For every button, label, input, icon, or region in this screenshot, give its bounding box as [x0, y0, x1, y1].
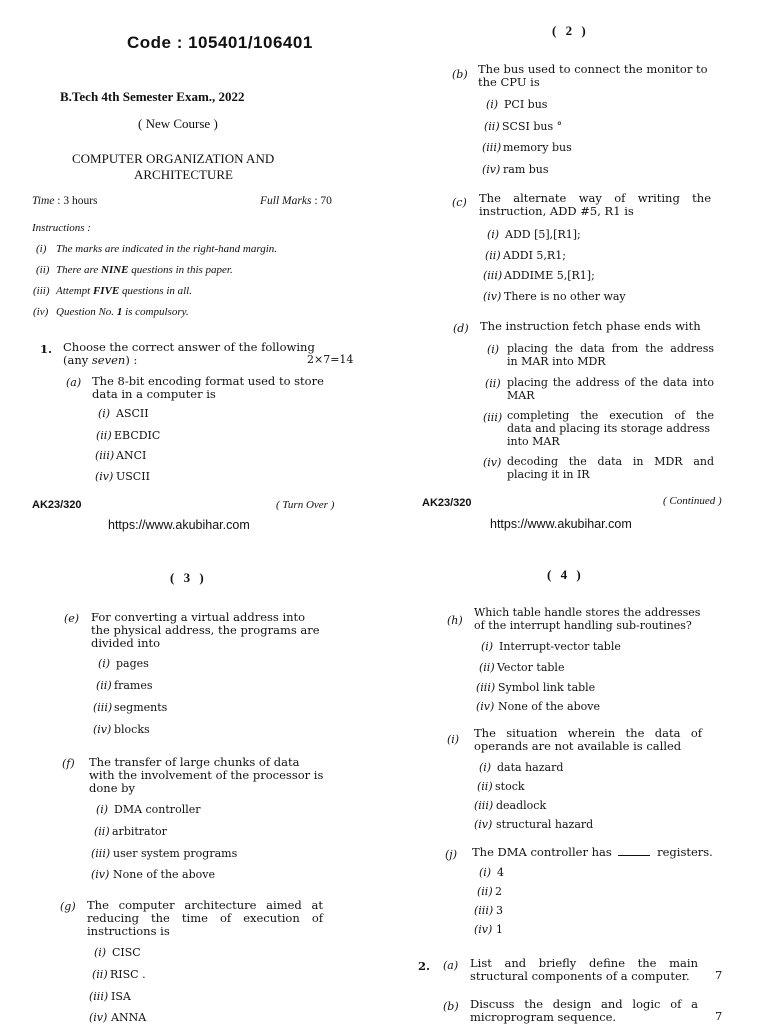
option-number: (iv) [91, 868, 110, 881]
question-text [472, 846, 713, 859]
stem-text: ) : [125, 353, 138, 367]
option-text: completing the execution of the [507, 409, 714, 422]
instruction-emphasis: FIVE [92, 285, 120, 297]
option-number: (iii) [95, 449, 115, 462]
option-item [93, 701, 167, 714]
question-label: (a) [443, 959, 459, 972]
question-text: The bus used to connect the monitor to [478, 62, 708, 76]
option-text: ADDI 5,R1; [503, 249, 566, 262]
option-text: ASCII [116, 407, 149, 420]
option-text: 2 [495, 885, 502, 898]
option-item [483, 269, 595, 282]
option-text: blocks [114, 723, 150, 736]
option-text: placing it in IR [507, 468, 590, 481]
question-label: (j) [445, 848, 457, 861]
option-item [483, 411, 501, 424]
option-item [94, 946, 141, 959]
option-text: structural hazard [496, 818, 594, 831]
instruction-number: (iii) [33, 285, 50, 297]
option-text: 4 [497, 866, 504, 879]
option-item [92, 968, 146, 981]
option-number: (i) [486, 98, 499, 111]
option-item [96, 803, 201, 816]
instruction-text: There are [56, 264, 102, 276]
time-value: : 3 hours [57, 195, 98, 207]
option-item [484, 120, 562, 133]
option-item [479, 866, 504, 879]
option-number: (ii) [94, 825, 110, 838]
option-item [474, 818, 593, 831]
option-text: 3 [496, 904, 503, 917]
subject-line-2: ARCHITECTURE [134, 167, 233, 182]
option-text: pages [116, 657, 149, 670]
question-text: done by [89, 781, 136, 795]
option-item [89, 1011, 146, 1024]
question-number: 1. [40, 342, 53, 356]
instruction-number: (ii) [36, 264, 50, 276]
option-text: placing the address of the data into [507, 376, 714, 389]
continued-label: ( Continued ) [663, 495, 722, 507]
question-label: (c) [452, 196, 467, 209]
instruction-text: Question No. [56, 306, 117, 318]
option-text: data and placing its storage address [507, 422, 711, 435]
instruction-text: The marks are indicated in the right-hand margin. [56, 243, 277, 255]
option-number: (iv) [95, 470, 114, 483]
option-item [91, 847, 237, 860]
option-number: (i) [481, 640, 494, 653]
full-marks [260, 195, 332, 207]
page-number: ( 4 ) [547, 567, 584, 582]
instruction-item [36, 264, 233, 276]
option-text: deadlock [496, 799, 547, 812]
stem-text: (any [63, 353, 92, 367]
option-item [483, 290, 626, 303]
option-number: (iv) [474, 923, 493, 936]
option-item [477, 885, 502, 898]
question-text: For converting a virtual address into [91, 610, 306, 624]
option-text: ANCI [116, 449, 147, 462]
option-item [474, 799, 546, 812]
question-text: divided into [91, 636, 161, 650]
question-label: (i) [447, 733, 460, 746]
question-1-marks: 2×7=14 [307, 353, 354, 366]
option-item [474, 923, 503, 936]
option-number: (i) [96, 803, 109, 816]
question-text-part: The DMA controller has [472, 845, 612, 859]
option-text: DMA controller [114, 803, 201, 816]
option-number: (ii) [479, 661, 495, 674]
option-item [487, 228, 581, 241]
option-text: 1 [496, 923, 503, 936]
question-text: the CPU is [478, 75, 540, 89]
option-item [483, 456, 501, 469]
question-text: The instruction fetch phase ends with [480, 319, 701, 333]
option-item [486, 98, 547, 111]
option-number: (iv) [474, 818, 493, 831]
option-number: (ii) [485, 249, 501, 262]
instruction-text: questions in this paper. [128, 264, 233, 276]
time-label: Time [32, 195, 55, 207]
question-text-part: registers. [657, 845, 713, 859]
page-number: ( 2 ) [552, 23, 589, 38]
option-number: (i) [479, 761, 492, 774]
option-number: (iii) [93, 701, 113, 714]
option-item [95, 449, 146, 462]
option-text: segments [114, 701, 168, 714]
option-text: placing the data from the address [507, 342, 714, 355]
question-text: The alternate way of writing the [479, 191, 711, 205]
option-item [98, 407, 149, 420]
question-label: (b) [452, 68, 468, 81]
exam-code: Code : 105401/106401 [127, 33, 313, 52]
option-number: (ii) [92, 968, 108, 981]
question-text: List and briefly define the main [470, 956, 698, 970]
question-label: (a) [66, 376, 82, 389]
question-label: (g) [60, 900, 76, 913]
question-text: instructions is [87, 924, 170, 938]
option-text: ADD [5],[R1]; [505, 228, 581, 241]
option-text: ISA [111, 990, 131, 1003]
blank-line [618, 855, 650, 856]
option-number: (ii) [96, 429, 112, 442]
question-text: operands are not available is called [474, 739, 682, 753]
option-number: (iv) [483, 456, 502, 469]
option-text: There is no other way [504, 290, 626, 303]
time-allowed [32, 195, 98, 207]
option-item [98, 657, 149, 670]
question-marks: 7 [715, 968, 723, 982]
instruction-number: (iv) [33, 306, 49, 318]
option-text: into MAR [507, 435, 560, 448]
option-item [94, 825, 167, 838]
exam-title: B.Tech 4th Semester Exam., 2022 [60, 89, 245, 104]
option-item [96, 679, 152, 692]
option-number: (iii) [474, 799, 494, 812]
option-item [476, 681, 595, 694]
question-text: The situation wherein the data of [474, 726, 702, 740]
option-number: (iii) [89, 990, 109, 1003]
question-text: Which table handle stores the addresses [474, 606, 701, 619]
option-item [487, 343, 505, 356]
option-number: (i) [487, 343, 500, 356]
option-text: ADDIME 5,[R1]; [504, 269, 595, 282]
option-item [96, 429, 160, 442]
option-number: (ii) [484, 120, 500, 133]
question-marks: 7 [715, 1009, 723, 1023]
question-text: structural components of a computer. [470, 969, 690, 983]
question-number: 2. [418, 959, 431, 973]
question-label: (h) [447, 614, 463, 627]
option-item [479, 761, 563, 774]
option-text: Interrupt-vector table [499, 640, 621, 653]
stem-emphasis: seven [91, 353, 126, 367]
option-number: (iii) [476, 681, 496, 694]
option-number: (ii) [477, 780, 493, 793]
option-number: (iv) [482, 163, 501, 176]
option-text: MAR [507, 389, 535, 402]
option-item [482, 163, 549, 176]
option-text: in MAR into MDR [507, 355, 606, 368]
instructions-heading: Instructions : [32, 222, 91, 234]
option-text: decoding the data in MDR and [507, 455, 714, 468]
option-item [93, 723, 150, 736]
option-item [485, 249, 566, 262]
option-text: user system programs [113, 847, 238, 860]
option-text: EBCDIC [114, 429, 161, 442]
instruction-item [36, 243, 277, 255]
instruction-item [33, 285, 192, 297]
question-text: of the interrupt handling sub-routines? [474, 619, 692, 632]
question-1-stem-line-2 [63, 354, 137, 367]
question-text: data in a computer is [92, 387, 216, 401]
question-text: with the involvement of the processor is [89, 768, 324, 782]
question-label: (f) [62, 757, 75, 770]
website-url[interactable]: https://www.akubihar.com [108, 518, 250, 532]
option-item [481, 640, 621, 653]
question-text: The computer architecture aimed at [87, 898, 323, 912]
option-item [89, 990, 131, 1003]
option-text: RISC . [110, 968, 146, 981]
option-text: memory bus [503, 141, 572, 154]
option-text: USCII [116, 470, 150, 483]
question-1-stem-line-1: Choose the correct answer of the following [63, 340, 315, 354]
option-text: ANNA [111, 1011, 147, 1024]
option-text: Symbol link table [498, 681, 596, 694]
option-item [482, 141, 572, 154]
option-number: (iii) [91, 847, 111, 860]
question-label: (b) [443, 1000, 459, 1013]
instruction-text: questions in all. [119, 285, 192, 297]
option-text: CISC [112, 946, 141, 959]
instruction-text: Attempt [56, 285, 93, 297]
option-text: Vector table [497, 661, 565, 674]
option-item [476, 700, 600, 713]
paper-code: AK23/320 [422, 497, 472, 509]
option-number: (ii) [485, 377, 501, 390]
website-url[interactable]: https://www.akubihar.com [490, 517, 632, 531]
option-number: (i) [98, 407, 111, 420]
turn-over: ( Turn Over ) [276, 499, 335, 511]
question-text: microprogram sequence. [470, 1010, 617, 1024]
option-text: frames [114, 679, 153, 692]
question-text: instruction, ADD #5, R1 is [479, 204, 634, 218]
option-text: arbitrator [112, 825, 167, 838]
marks-label: Full Marks [260, 195, 312, 207]
option-number: (i) [487, 228, 500, 241]
option-number: (i) [94, 946, 107, 959]
option-number: (iii) [474, 904, 494, 917]
option-item [474, 904, 503, 917]
option-number: (i) [479, 866, 492, 879]
option-item [485, 377, 503, 390]
question-text: the physical address, the programs are [91, 623, 320, 637]
option-number: (ii) [477, 885, 493, 898]
question-text: reducing the time of execution of [87, 911, 323, 925]
option-number: (iv) [89, 1011, 108, 1024]
option-number: (iv) [476, 700, 495, 713]
option-text: None of the above [113, 868, 215, 881]
option-number: (iii) [483, 269, 503, 282]
question-text: Discuss the design and logic of a [470, 997, 698, 1011]
option-text: ram bus [503, 163, 549, 176]
instruction-item [33, 306, 189, 318]
option-item [479, 661, 564, 674]
option-number: (iii) [483, 411, 503, 424]
option-number: (i) [98, 657, 111, 670]
marks-value: : 70 [314, 195, 332, 207]
option-number: (iv) [483, 290, 502, 303]
option-text: data hazard [497, 761, 564, 774]
instruction-number: (i) [36, 243, 47, 255]
option-item [91, 868, 215, 881]
option-text: None of the above [498, 700, 600, 713]
instruction-text: is compulsory. [122, 306, 189, 318]
paper-code: AK23/320 [32, 499, 82, 511]
question-text: The transfer of large chunks of data [89, 755, 300, 769]
option-text: stock [495, 780, 525, 793]
option-item [95, 470, 150, 483]
option-number: (iii) [482, 141, 502, 154]
course-type: ( New Course ) [138, 116, 218, 131]
option-text: PCI bus [504, 98, 548, 111]
page-number: ( 3 ) [170, 570, 207, 585]
option-text: SCSI bus ° [502, 120, 563, 133]
option-number: (ii) [96, 679, 112, 692]
question-label: (e) [64, 612, 80, 625]
instruction-emphasis: NINE [101, 264, 129, 276]
question-label: (d) [453, 322, 469, 335]
instruction-emphasis: 1 [116, 306, 123, 318]
question-text: The 8-bit encoding format used to store [92, 374, 324, 388]
option-number: (iv) [93, 723, 112, 736]
option-item [477, 780, 525, 793]
subject-line-1: COMPUTER ORGANIZATION AND [72, 151, 275, 166]
